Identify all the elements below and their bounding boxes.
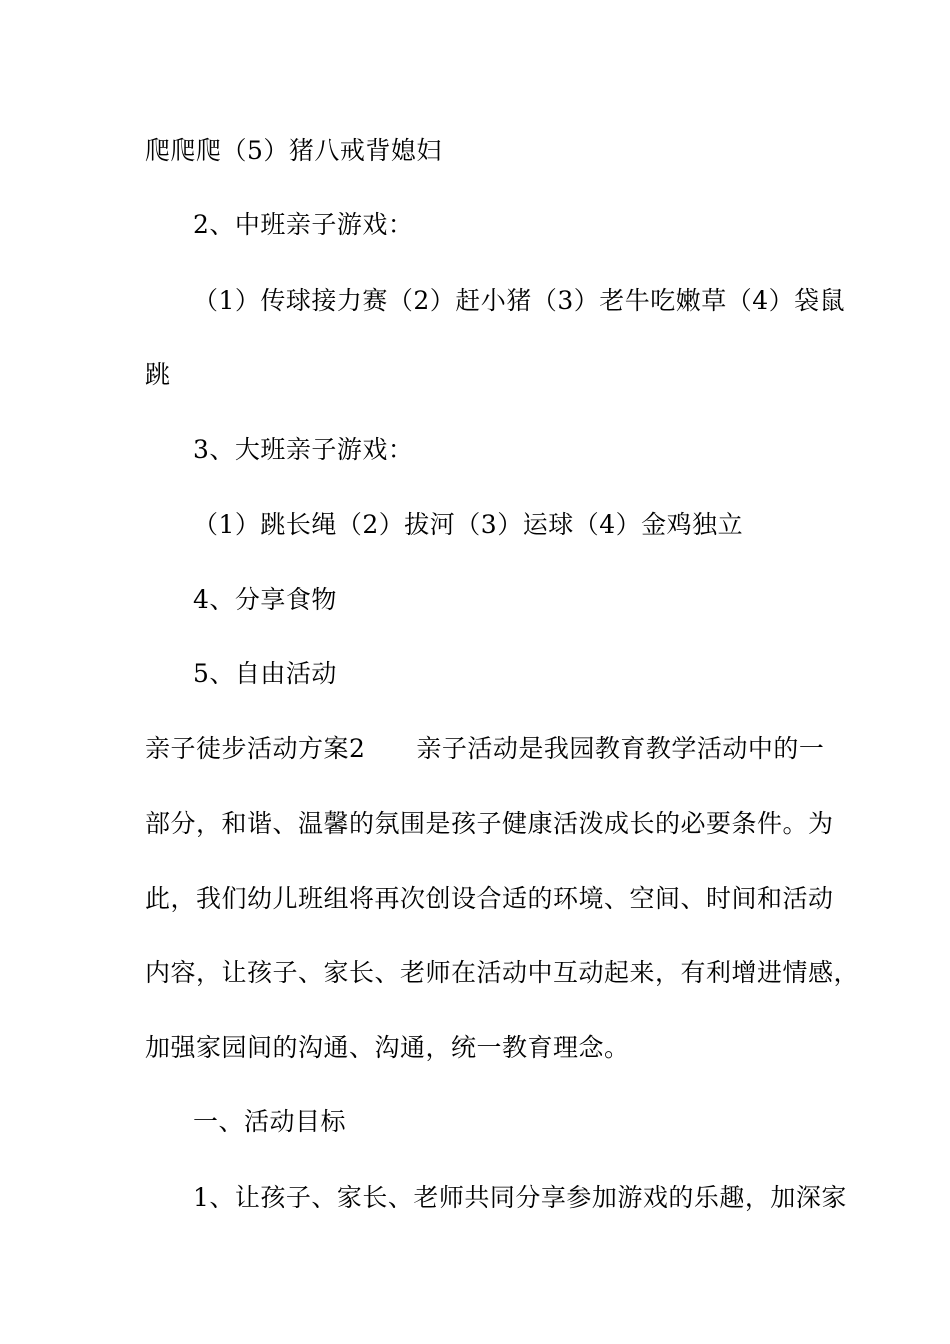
text-line: 一、活动目标 xyxy=(193,1107,347,1136)
text-line: 3、大班亲子游戏： xyxy=(193,435,414,464)
text-line: （1）跳长绳（2）拔河（3）运球（4）金鸡独立 xyxy=(193,510,744,539)
text-line: 跳 xyxy=(145,360,171,389)
text-line: （1）传球接力赛（2）赶小猪（3）老牛吃嫩草（4）袋鼠 xyxy=(193,286,846,315)
text-line: 部分，和谐、温馨的氛围是孩子健康活泼成长的必要条件。为 xyxy=(145,809,834,838)
text-line: 5、自由活动 xyxy=(193,659,337,688)
text-line: 亲子徒步活动方案2 亲子活动是我园教育教学活动中的一 xyxy=(145,734,825,763)
text-line: 4、分享食物 xyxy=(193,585,337,614)
text-line: 加强家园间的沟通、沟通，统一教育理念。 xyxy=(145,1033,630,1062)
text-line: 1、让孩子、家长、老师共同分享参加游戏的乐趣，加深家 xyxy=(193,1183,847,1212)
text-line: 2、中班亲子游戏： xyxy=(193,210,414,239)
text-line: 爬爬爬（5）猪八戒背媳妇 xyxy=(145,136,442,165)
text-line: 此，我们幼儿班组将再次创设合适的环境、空间、时间和活动 xyxy=(145,884,834,913)
text-line: 内容，让孩子、家长、老师在活动中互动起来，有利增进情感， xyxy=(145,958,860,987)
